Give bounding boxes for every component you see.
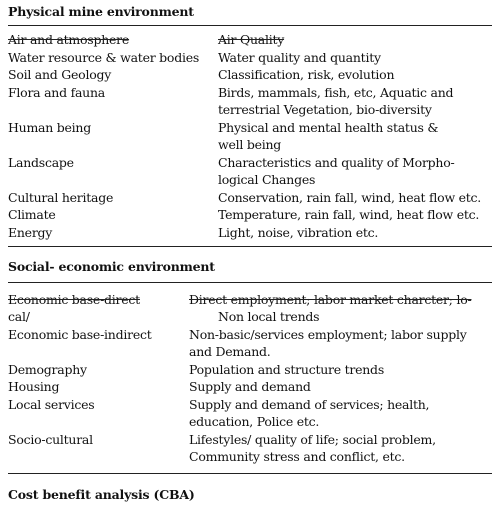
physical-header-col2: Air Quality [218, 32, 285, 47]
social-row-label: Housing [8, 379, 60, 394]
physical-header-col1: Air and atmosphere [8, 32, 130, 47]
social-section-title: Social- economic environment [8, 259, 215, 274]
physical-row-desc: Physical and mental health status & [218, 120, 439, 135]
physical-row-desc: Conservation, rain fall, wind, heat flow etc. [218, 190, 482, 205]
physical-row-desc-cont: well being [218, 137, 282, 152]
social-row-label: Economic base-indirect [8, 327, 152, 342]
physical-row-label: Energy [8, 225, 53, 240]
social-row-desc-cont: education, Police etc. [189, 414, 320, 429]
physical-row-label: Cultural heritage [8, 190, 114, 205]
physical-row-label: Landscape [8, 155, 74, 170]
cba-section-title: Cost benefit analysis (CBA) [8, 487, 195, 502]
physical-title-rule [8, 25, 492, 26]
social-row-label: Socio-cultural [8, 432, 93, 447]
physical-bottom-rule [8, 246, 492, 247]
physical-row-label: Climate [8, 207, 56, 222]
social-row-desc: Supply and demand [189, 379, 311, 394]
social-row-desc: Population and structure trends [189, 362, 384, 377]
social-row-desc: Lifestyles/ quality of life; social problem, [189, 432, 436, 447]
physical-row-label: Water resource & water bodies [8, 50, 200, 65]
physical-row-desc: Birds, mammals, fish, etc, Aquatic and [218, 85, 454, 100]
social-row-desc-cont: Community stress and conflict, etc. [189, 449, 405, 464]
social-bottom-rule [8, 473, 492, 474]
physical-row-desc: Temperature, rain fall, wind, heat flow etc. [218, 207, 480, 222]
physical-row-desc: Characteristics and quality of Morpho- [218, 155, 455, 170]
physical-section-title: Physical mine environment [8, 4, 194, 19]
physical-row-desc: Light, noise, vibration etc. [218, 225, 379, 240]
physical-row-desc: Water quality and quantity [218, 50, 381, 65]
physical-row-desc: Classification, risk, evolution [218, 67, 395, 82]
physical-row-desc-cont: terrestrial Vegetation, bio-diversity [218, 102, 432, 117]
physical-row-desc-cont: logical Changes [218, 172, 316, 187]
social-row-desc: Non-basic/services employment; labor supply [189, 327, 467, 342]
physical-row-label: Flora and fauna [8, 85, 105, 100]
social-row-label: Demography [8, 362, 87, 377]
social-row-label: Local services [8, 397, 95, 412]
physical-row-label: Human being [8, 120, 91, 135]
social-title-rule [8, 282, 492, 283]
social-row-label: Economic base-direct [8, 292, 140, 307]
social-row-desc-cont: and Demand. [189, 344, 271, 359]
social-row-desc: Direct employment; labor market charcter; lo- [189, 292, 472, 307]
physical-row-label: Soil and Geology [8, 67, 112, 82]
social-row-desc-cont: Non local trends [218, 309, 320, 324]
social-row-label-cont: cal/ [8, 309, 30, 324]
social-row-desc: Supply and demand of services; health, [189, 397, 430, 412]
